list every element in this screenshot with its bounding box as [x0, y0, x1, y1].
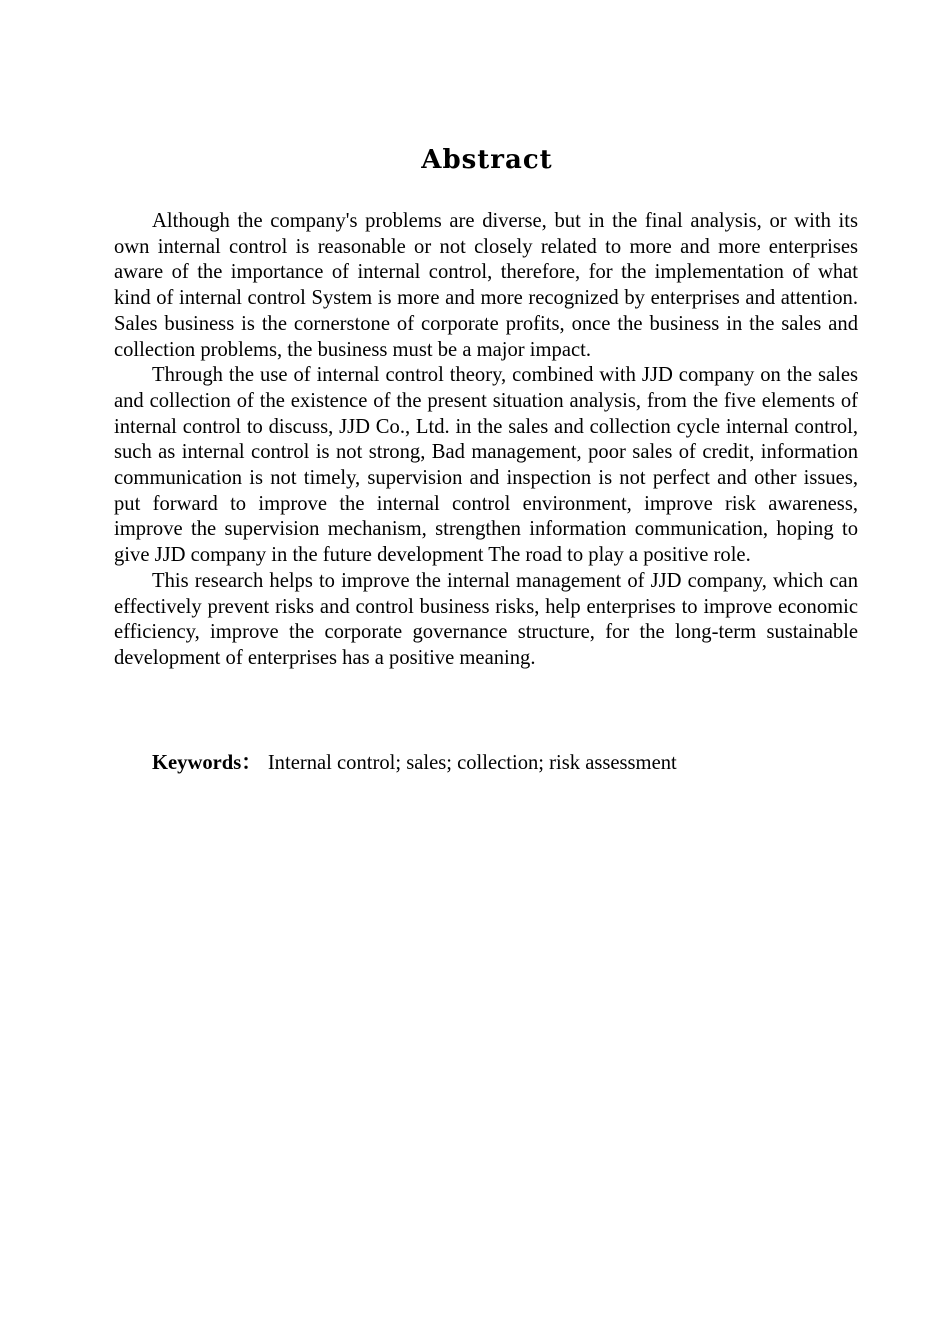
keywords-separator: ： — [241, 752, 262, 774]
keywords-value: Internal control; sales; collection; risk assessment — [267, 752, 677, 774]
abstract-paragraph-1: Although the company's problems are diverse, but in the final analysis, or with its own internal control is reasonable or not closely related to more and more enterprises aware of the importance of internal control, therefore, for the implementation of what kind of internal control System is more and more recognized by enterprises and attention. Sales business is the cornerstone of corporate profits, once the business in the sales and collection problems, the business must be a major impact. — [114, 210, 858, 361]
abstract-body — [114, 209, 858, 672]
page-title: Abstract — [421, 145, 553, 175]
abstract-paragraph-3: This research helps to improve the internal management of JJD company, which can effectively prevent risks and control business risks, help enterprises to improve economic efficiency, improve the corporate governance structure, for the long-term sustainable development of enterprises has a positive meaning. — [114, 569, 858, 669]
abstract-paragraph-2: Through the use of internal control theory, combined with JJD company on the sales and collection of the existence of the present situation analysis, from the five elements of internal control to discuss, JJD Co., Ltd. in the sales and collection cycle internal control, such as internal control is not strong, Bad management, poor sales of credit, information communication is not timely, supervision and inspection is not perfect and other issues, put forward to improve the internal control environment, improve risk awareness, improve the supervision mechanism, strengthen information communication, hoping to give JJD company in the future development The road to play a positive role. — [114, 364, 858, 567]
keywords-line — [152, 750, 858, 776]
keywords-label: Keywords — [152, 752, 242, 774]
